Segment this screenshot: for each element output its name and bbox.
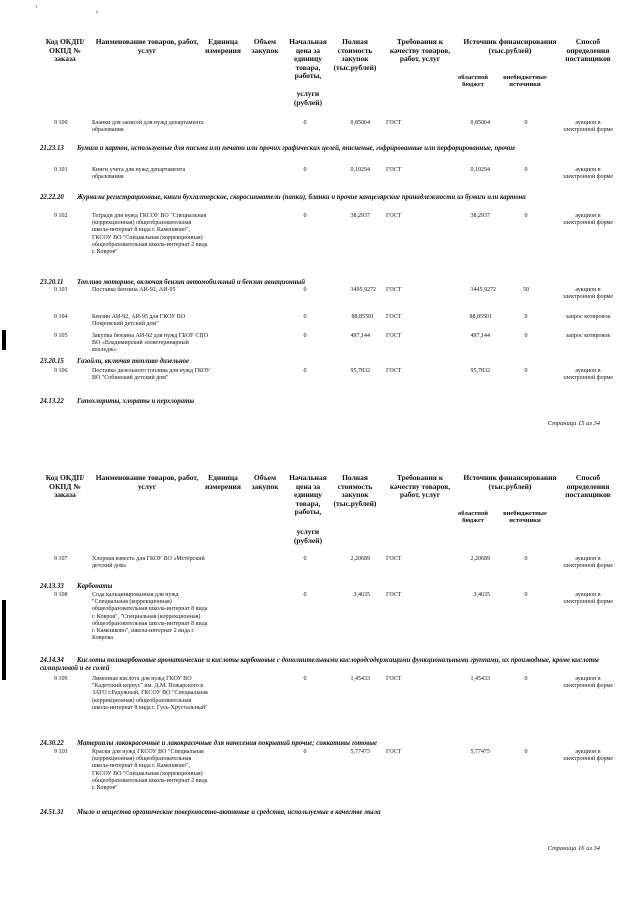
page-number: Страница 15 из 34 xyxy=(547,420,600,427)
item-requirement: ГОСТ xyxy=(386,676,402,682)
col-header-regional: областной бюджет xyxy=(457,74,489,89)
category-heading xyxy=(40,657,610,673)
item-method: аукцион в электронной форме xyxy=(562,287,614,301)
item-total: 95,7832 xyxy=(350,368,370,374)
category-code: 24.13.22 xyxy=(40,398,64,405)
category-heading xyxy=(40,398,610,406)
col-header-name: Наименование товаров, работ, услуг xyxy=(95,37,199,55)
item-name: Хлорная известь для ГКОУ ВО «Мстёрский детский дом» xyxy=(92,556,205,570)
col-header-total: Полная стоимость закупок (тыс.рублей) xyxy=(333,473,377,508)
item-total: 2,20689 xyxy=(350,556,370,562)
item-requirement: ГОСТ xyxy=(386,314,402,320)
item-method: аукцион в электронной форме xyxy=(562,556,614,570)
item-regional: 2,20689 xyxy=(470,556,490,562)
category-code: 24.13.33 xyxy=(40,583,64,590)
item-extrabudget: 0 xyxy=(524,749,528,755)
col-header-price-unit: услуги (рублей) xyxy=(293,527,323,545)
order-number: 9 104 xyxy=(54,314,68,320)
item-method: аукцион в электронной форме xyxy=(562,749,614,763)
item-price: 0 xyxy=(303,749,307,755)
col-header-total: Полная стоимость закупок (тыс.рублей) xyxy=(333,37,377,72)
item-regional: 5,77475 xyxy=(470,749,490,755)
item-regional: 38,2937 xyxy=(470,213,490,219)
item-total: 3495,9272 xyxy=(350,287,376,293)
category-code: 24.30.22 xyxy=(40,740,64,747)
item-total: 1,45433 xyxy=(350,676,370,682)
order-number: 9 108 xyxy=(54,592,68,598)
item-name: Поставка дизельного топлива для нужд ГКОУ ВО "Собинский детский дом" xyxy=(92,368,210,382)
category-title: Кислоты поликарбоновые ароматические и кислоты карбоновые с дополнительными кислородсодержащими функциональными группами, их производные, кроме кислоты салициловой и ее солей xyxy=(40,657,599,673)
category-code: 21.23.13 xyxy=(40,145,64,152)
item-name: Лимонная кислота для нужд ГКОУ ВО "Кадетский корпус" им. Д.М. Пожарского в ЗАТО г.Радужный, ГКСОУ ВО "Специальная (коррекционная) общеобразовательная школа-интернат 8 вида г. Гусь-Хрустальный" xyxy=(92,676,208,711)
item-method: запрос котировок xyxy=(565,333,611,339)
order-number: 9 109 xyxy=(54,676,68,682)
category-title: Топливо моторное, включая бензин автомобильный и бензин авиационный xyxy=(77,279,306,286)
item-name: Бланки для записей для нужд департамента образования xyxy=(92,120,204,134)
item-total: 3,4635 xyxy=(353,592,370,598)
category-heading xyxy=(40,145,610,153)
col-header-price-unit: услуги (рублей) xyxy=(293,89,323,107)
scan-marks: ' , xyxy=(36,4,127,14)
item-requirement: ГОСТ xyxy=(386,120,402,126)
item-regional: 0,10294 xyxy=(470,167,490,173)
category-heading xyxy=(40,279,610,287)
item-total: 0,10294 xyxy=(350,167,370,173)
order-number: 9 105 xyxy=(54,333,68,339)
category-code: 24.51.31 xyxy=(40,809,64,816)
order-number: 9 110 xyxy=(54,749,68,755)
category-code: 23.20.11 xyxy=(40,279,64,286)
order-number: 9 101 xyxy=(54,167,68,173)
order-number: 9 102 xyxy=(54,213,68,219)
category-title: Бумага и картон, используемые для письма или печати или прочих графических целей, тисненые, гофрированные или перфорированные, прочие xyxy=(77,145,516,152)
page-number: Страница 16 из 34 xyxy=(547,845,600,852)
item-regional: 3,4635 xyxy=(473,592,490,598)
category-title: Мыло и вещества органические поверхностно-активные и средства, используемые в качестве мыла xyxy=(77,809,381,816)
item-requirement: ГОСТ xyxy=(386,368,402,374)
col-header-funding: Источник финансирования (тыс.рублей) xyxy=(463,37,557,55)
item-price: 0 xyxy=(303,287,307,293)
col-header-extrabudget: внебюджетные источники xyxy=(503,74,547,89)
order-number: 9 107 xyxy=(54,556,68,562)
category-heading xyxy=(40,740,610,748)
col-header-method: Способ определения поставщиков xyxy=(565,473,611,500)
item-requirement: ГОСТ xyxy=(386,749,402,755)
order-number: 9 103 xyxy=(54,287,68,293)
page-16 xyxy=(0,452,640,905)
category-title: Журналы регистрационные, книги бухгалтерские, скоросшиватели (папки), бланки и прочие канцелярские принадлежности из бумаги или картона xyxy=(77,194,526,201)
col-header-volume: Объем закупок xyxy=(251,473,279,491)
category-title: Карбонаты xyxy=(77,583,113,590)
col-header-requirements: Требования к качеству товаров, работ, услуг xyxy=(389,37,451,64)
col-header-code: Код ОКДП/ ОКПД № заказа xyxy=(45,473,85,500)
item-total: 88,85501 xyxy=(351,314,374,320)
item-extrabudget: 0 xyxy=(524,167,528,173)
item-method: аукцион в электронной форме xyxy=(562,676,614,690)
order-number: 9 100 xyxy=(54,120,68,126)
item-total: 38,2937 xyxy=(350,213,370,219)
item-regional: 0,85064 xyxy=(470,120,490,126)
item-price: 0 xyxy=(303,592,307,598)
item-total: 497,144 xyxy=(350,333,370,339)
item-name: Краски для нужд ГКСОУ ВО "Специальная (коррекционная) общеобразовательная школа-интернат 8 вида г. Камешково", ГКСОУ ВО "Специальная (коррекционная) общеобразовательная школа-интернат 2 вида г. Ковров" xyxy=(92,749,208,792)
item-price: 0 xyxy=(303,333,307,339)
category-heading xyxy=(40,194,610,202)
item-name: Сода кальцинированная для нужд "Специальная (коррекционная) общеобразовательная школа-интернат 8 вида г. Ковров", "Специальная (коррекционная) общеобразовательная школа-интернат 8 вида г. Камешково", школа-интернат 2 вида г. Коврова xyxy=(92,592,208,642)
category-heading xyxy=(40,809,610,817)
item-extrabudget: 0 xyxy=(524,676,528,682)
category-code: 23.20.15 xyxy=(40,358,64,365)
item-requirement: ГОСТ xyxy=(386,213,402,219)
item-price: 0 xyxy=(303,213,307,219)
item-extrabudget: 0 xyxy=(524,368,528,374)
item-regional: 88,85501 xyxy=(469,314,492,320)
item-regional: 1,45433 xyxy=(470,676,490,682)
col-header-price: Начальная цена за единицу товара, работы, xyxy=(289,473,327,517)
col-header-requirements: Требования к качеству товаров, работ, услуг xyxy=(389,473,451,500)
col-header-funding: Источник финансирования (тыс.рублей) xyxy=(463,473,557,491)
item-extrabudget: 0 xyxy=(524,556,528,562)
item-price: 0 xyxy=(303,676,307,682)
item-method: аукцион в электронной форме xyxy=(562,120,614,134)
category-code: 24.14.34 xyxy=(40,657,64,664)
item-name: Закупка бензина АИ-92 для нужд ГБОУ СПО ВО «Владимирский зооветеринарный колледж» xyxy=(92,333,209,354)
item-regional: 497,144 xyxy=(470,333,490,339)
item-extrabudget: 0 xyxy=(524,120,528,126)
category-title: Материалы лакокрасочные и лакокрасочные для нанесения покрытий прочие; сиккативы готовые xyxy=(77,740,377,747)
category-title: Гипохлориты, хлораты и перхлораты xyxy=(77,398,195,405)
item-method: аукцион в электронной форме xyxy=(562,213,614,227)
category-title: Газойли, включая топливо дизельное xyxy=(77,358,190,365)
item-price: 0 xyxy=(303,120,307,126)
col-header-code: Код ОКДП/ ОКПД № заказа xyxy=(45,37,85,64)
item-name: Тетради для нужд ГКСОУ ВО "Специальная (коррекционная) общеобразовательная школа-интернат 8 вида г. Камешково", ГКСОУ ВО "Специальная (коррекционная) общеобразовательная школа-интернат 2 вида г. Ковров" xyxy=(92,213,208,256)
item-price: 0 xyxy=(303,368,307,374)
col-header-name: Наименование товаров, работ, услуг xyxy=(95,473,199,491)
item-method: аукцион в электронной форме xyxy=(562,167,614,181)
item-regional: 3445,9272 xyxy=(470,287,496,293)
col-header-regional: областной бюджет xyxy=(457,510,489,525)
item-extrabudget: 0 xyxy=(524,314,528,320)
item-method: аукцион в электронной форме xyxy=(562,368,614,382)
item-extrabudget: 50 xyxy=(523,287,529,293)
item-total: 5,77475 xyxy=(350,749,370,755)
item-method: аукцион в электронной форме xyxy=(562,592,614,606)
item-name: Книги учета для нужд департамента образования xyxy=(92,167,186,181)
category-heading xyxy=(40,358,610,366)
item-requirement: ГОСТ xyxy=(386,592,402,598)
col-header-unit: Единица измерения xyxy=(205,473,241,491)
col-header-extrabudget: внебюджетные источники xyxy=(503,510,547,525)
item-extrabudget: 0 xyxy=(524,333,528,339)
page-15 xyxy=(0,0,640,452)
item-price: 0 xyxy=(303,167,307,173)
item-name: Поставка бензина АИ-92, АИ-95 xyxy=(92,287,176,293)
col-header-price: Начальная цена за единицу товара, работы, xyxy=(289,37,327,81)
item-name: Бензин АИ-92, АИ-95 для ГКОУ ВО Покровский детский дом" xyxy=(92,314,186,328)
item-extrabudget: 0 xyxy=(524,213,528,219)
order-number: 9 106 xyxy=(54,368,68,374)
item-extrabudget: 0 xyxy=(524,592,528,598)
category-heading xyxy=(40,583,610,591)
item-requirement: ГОСТ xyxy=(386,287,402,293)
category-code: 22.22.20 xyxy=(40,194,64,201)
item-requirement: ГОСТ xyxy=(386,556,402,562)
item-price: 0 xyxy=(303,556,307,562)
col-header-volume: Объем закупок xyxy=(251,37,279,55)
item-total: 0,85064 xyxy=(350,120,370,126)
item-requirement: ГОСТ xyxy=(386,167,402,173)
item-price: 0 xyxy=(303,314,307,320)
item-method: запрос котировок xyxy=(565,314,611,320)
item-regional: 95,7832 xyxy=(470,368,490,374)
col-header-method: Способ определения поставщиков xyxy=(565,37,611,64)
col-header-unit: Единица измерения xyxy=(205,37,241,55)
item-requirement: ГОСТ xyxy=(386,333,402,339)
